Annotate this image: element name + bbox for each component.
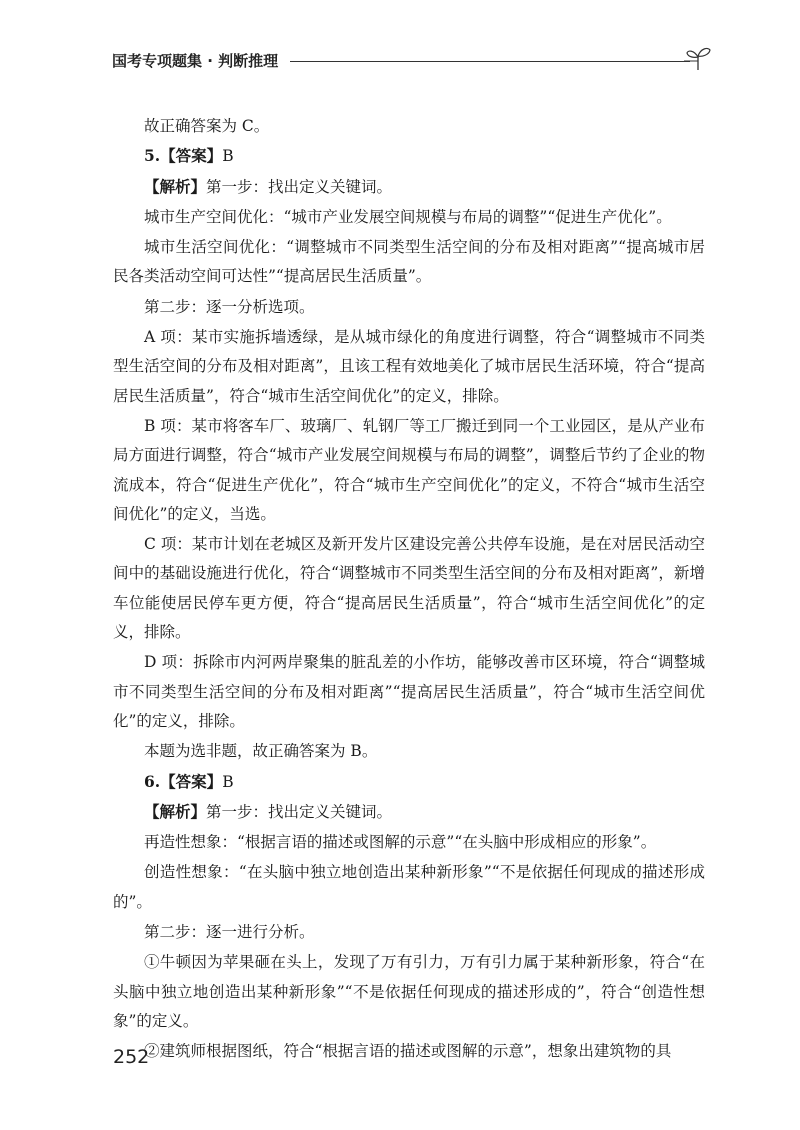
analysis-tag: 【解析】	[144, 801, 207, 821]
paragraph-text: 创造性想象：“在头脑中独立地创造出某种新形象”“不是依据任何现成的描述形成的”。	[113, 863, 705, 911]
answer-value: B	[222, 147, 234, 166]
paragraph-text: 城市生活空间优化：“调整城市不同类型生活空间的分布及相对距离”“提高城市居民各类活动空间可达性”“提高居民生活质量”。	[113, 238, 705, 286]
paragraph	[113, 827, 705, 857]
header-title: 国考专项题集 · 判断推理	[112, 52, 279, 70]
paragraph-text: 第一步：找出定义关键词。	[206, 802, 393, 821]
option-analysis-d	[113, 647, 705, 736]
paragraph-text: 第二步：逐一进行分析。	[144, 923, 315, 942]
paragraph-text: C 项：某市计划在老城区及新开发片区建设完善公共停车设施，是在对居民活动空间中的基础设施进行优化，符合“调整城市不同类型生活空间的分布及相对距离”，新增车位能使居民停车更方便，符合“提高居民生活质量”，符合“城市生活空间优化”的定义，排除。	[113, 535, 705, 642]
paragraph-text: B 项：某市将客车厂、玻璃厂、轧钢厂等工厂搬迁到同一个工业园区，是从产业布局方面进行调整，符合“城市产业发展空间规模与布局的调整”，调整后节约了企业的物流成本，符合“促进生产优化”，符合“城市生产空间优化”的定义，不符合“城市生活空间优化”的定义，当选。	[113, 416, 705, 523]
paragraph	[113, 232, 705, 292]
paragraph	[113, 1036, 705, 1066]
paragraph-text: D 项：拆除市内河两岸聚集的脏乱差的小作坊，能够改善市区环境，符合“调整城市不同类型生活空间的分布及相对距离”“提高居民生活质量”，符合“城市生活空间优化”的定义，排除。	[113, 653, 705, 730]
paragraph	[113, 917, 705, 947]
paragraph	[113, 857, 705, 917]
page-number: 252	[113, 1046, 150, 1068]
paragraph	[113, 172, 705, 202]
paragraph	[113, 947, 705, 1036]
page-body	[113, 111, 705, 1067]
sprout-icon	[684, 44, 712, 72]
paragraph	[113, 111, 705, 141]
answer-line	[113, 767, 705, 797]
paragraph	[113, 202, 705, 232]
paragraph-text: 第一步：找出定义关键词。	[206, 177, 393, 196]
paragraph-text: 第二步：逐一分析选项。	[144, 297, 315, 316]
analysis-tag: 【解析】	[144, 176, 207, 196]
paragraph	[113, 736, 705, 766]
paragraph-text: ①牛顿因为苹果砸在头上，发现了万有引力，万有引力属于某种新形象，符合“在头脑中独立地创造出某种新形象”“不是依据任何现成的描述形成的”，符合“创造性想象”的定义。	[113, 953, 705, 1030]
option-analysis-c	[113, 529, 705, 647]
option-analysis-b	[113, 411, 705, 529]
option-analysis-a	[113, 322, 705, 411]
paragraph-text: 故正确答案为 C。	[144, 117, 270, 135]
paragraph-text: A 项：某市实施拆墙透绿，是从城市绿化的角度进行调整，符合“调整城市不同类型生活空间的分布及相对距离”，且该工程有效地美化了城市居民生活环境，符合“提高居民生活质量”，符合“城市生活空间优化”的定义，排除。	[113, 328, 705, 405]
answer-line	[113, 141, 705, 171]
paragraph-text: 本题为选非题，故正确答案为 B。	[144, 742, 378, 761]
running-header	[112, 44, 712, 74]
paragraph-text: ②建筑师根据图纸，符合“根据言语的描述或图解的示意”，想象出建筑物的具	[144, 1042, 672, 1061]
answer-value: B	[222, 772, 234, 791]
answer-tag: 6.【答案】	[144, 771, 223, 791]
paragraph-text: 再造性想象：“根据言语的描述或图解的示意”“在头脑中形成相应的形象”。	[144, 833, 657, 852]
paragraph	[113, 292, 705, 322]
paragraph-text: 城市生产空间优化：“城市产业发展空间规模与布局的调整”“促进生产优化”。	[144, 207, 672, 226]
paragraph	[113, 797, 705, 827]
header-rule	[290, 61, 690, 62]
answer-tag: 5.【答案】	[144, 146, 223, 166]
